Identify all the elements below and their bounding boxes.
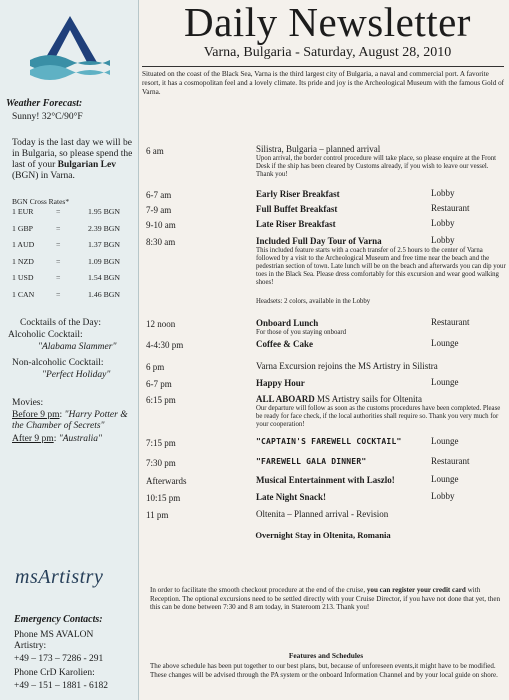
schedule-location: Lounge [431,474,459,484]
schedule-location: Restaurant [431,317,470,327]
schedule-desc: For those of you staying onboard [256,329,347,336]
movie-1-title: "Harry Potter & the Chamber of Secrets" [12,410,128,431]
schedule-time: 8:30 am [146,237,176,247]
schedule-time: 12 noon [146,319,176,329]
schedule-time: 10:15 pm [146,493,181,503]
rate-row [12,207,127,224]
movies-heading: Movies: [12,398,44,408]
contact-1-phone: +49 – 173 – 7286 - 291 [14,654,104,664]
nonalcoholic-value: "Perfect Holiday" [42,370,111,380]
schedule-desc: Upon arrival, the border control procedure will take place, so please enquire at the Front Desk if the ship has been cleared by Customs already, if you wish to leave our vessel. Thank you! [256,155,497,179]
rate-value: 1.09 BGN [88,256,121,266]
schedule-event: "CAPTAIN'S FAREWELL COCKTAIL" [256,437,402,446]
schedule-event: "FAREWELL GALA DINNER" [256,457,367,466]
schedule-time: 9-10 am [146,220,176,230]
rate-value: 1.95 BGN [88,207,121,216]
rate-eq: = [56,223,61,233]
schedule-location: Restaurant [431,456,470,466]
movie-2-time: After 9 pm [12,434,54,444]
movie-1-time: Before 9 pm [12,410,60,420]
schedule-event: Onboard Lunch [256,318,319,328]
alcoholic-label: Alcoholic Cocktail: [8,330,83,340]
schedule-time: 6-7 pm [146,379,172,389]
header-rule [142,66,504,67]
rates-title: BGN Cross Rates* [12,197,70,206]
schedule-time: Afterwards [146,476,187,486]
schedule-time: 6 pm [146,362,165,372]
all-aboard-rest: MS Artistry sails for Oltenita [314,394,423,404]
rate-row [12,273,127,290]
rate-row [12,224,127,241]
rate-row [12,257,127,274]
rate-eq: = [56,207,61,216]
rate-currency: 1 NZD [12,256,34,266]
rate-currency: 1 CAN [12,289,35,299]
schedule-time: 7:30 pm [146,458,176,468]
alcoholic-value: "Alabama Slammer" [38,342,117,352]
schedule-location: Lounge [431,377,459,387]
schedule-event: Early Riser Breakfast [256,189,340,199]
schedule-time: 6 am [146,146,164,156]
schedule-time: 7-9 am [146,205,172,215]
schedule-event: Varna Excursion rejoins the MS Artistry in Silistra [256,361,438,371]
movie-2-title: "Australia" [58,434,103,444]
schedule-location: Lobby [431,235,455,245]
rate-eq: = [56,273,61,283]
movie-2: After 9 pm: "Australia" [12,434,103,444]
schedule-event: Happy Hour [256,378,305,388]
contact-1-name: Phone MS AVALON Artistry: [14,630,94,651]
rate-currency: 1 GBP [12,223,34,233]
contact-2-name: Phone CrD Karolien: [14,668,95,678]
checkout-note-text: In order to facilitate the smooth checkout procedure at the end of the cruise, [150,586,367,594]
weather-value: Sunny! 32°C/90°F [12,112,83,122]
all-aboard-label: ALL ABOARD [256,394,315,404]
currency-note-bold: Bulgarian Lev [57,160,116,170]
schedule-time: 6-7 am [146,190,172,200]
rate-value: 1.54 BGN [88,273,121,283]
schedule-location: Lounge [431,436,459,446]
rate-row [12,240,127,257]
currency-note-end: (BGN) in Varna. [12,171,75,181]
cocktails-heading: Cocktails of the Day: [20,318,101,328]
emergency-heading: Emergency Contacts: [14,614,103,625]
features-note: The above schedule has been put together to our best plans, but, because of unforeseen events,it might have to be modified. These changes will be advised through the PA system or the onboard Information Channel and by your local guide on shore. [150,662,498,679]
rates-table [12,207,127,307]
schedule-desc: This included feature starts with a coach transfer of 2.5 hours to the center of Varna followed by a visit to the Archeological Museum and free time near the beach and the pedestrian section of town. Late lunch will be on the beach and afterwards you can dip your toes in the Black Sea. Please dress comfortably for this excursion and wear good walking shoes! [256,247,506,287]
schedule-time: 11 pm [146,510,169,520]
schedule-location: Lobby [431,188,455,198]
schedule-event: Oltenita – Planned arrival - Revision [256,509,389,519]
nonalcoholic-label: Non-alcoholic Cocktail: [12,358,104,368]
avalon-logo [28,14,112,82]
weather-heading: Weather Forecast: [6,98,83,109]
schedule-event: Full Buffet Breakfast [256,204,338,214]
newsletter-subtitle: Varna, Bulgaria - Saturday, August 28, 2010 [203,45,452,60]
ms-artistry-logo: msArtistry [15,566,104,588]
schedule-location: Restaurant [431,203,470,213]
schedule-desc: Our departure will follow as soon as the customs procedures have been completed. Please be ready for face check, if the local authorities shall require so. Thank you very much for your cooperation! [256,405,501,429]
schedule-event: Late Riser Breakfast [256,219,336,229]
schedule-time: 4-4:30 pm [146,340,184,350]
rate-currency: 1 USD [12,273,34,283]
checkout-note-bold: you can register your credit card [366,586,466,594]
newsletter-title: Daily Newsletter [184,0,471,45]
rate-value: 1.37 BGN [88,240,121,250]
rate-value: 1.46 BGN [88,289,121,299]
schedule-event [256,394,422,404]
rate-row [12,290,127,307]
features-title: Features and Schedules [288,651,364,660]
checkout-note-end: with Reception. The optional excursions need to be settled directly with your Cruise Director, if you have not done that yet, then this can be done between 7:30 and 8 am today, in Stateroom 213. Thank you! [150,586,501,612]
schedule-time: 6:15 pm [146,395,176,405]
rate-currency: 1 EUR [12,207,34,216]
schedule-event: Musical Entertainment with Laszlo! [256,475,395,485]
movie-1: Before 9 pm: "Harry Potter & the Chamber of Secrets" [12,410,128,431]
contact-2-phone: +49 – 151 – 1881 - 6182 [14,681,109,691]
schedule-location: Lobby [431,491,455,501]
schedule-location: Lobby [431,218,455,228]
schedule-desc-headsets: Headsets: 2 colors, available in the Lobby [256,298,371,305]
rate-eq: = [56,256,61,266]
currency-note-text: Today is the last day we will be in Bulgaria, so please spend the last of your [12,138,133,170]
rate-eq: = [56,289,61,299]
sidebar [0,0,139,700]
schedule-event: Coffee & Cake [256,339,313,349]
currency-note [12,138,134,182]
schedule-time: 7:15 pm [146,438,176,448]
schedule-event: Late Night Snack! [256,492,327,502]
overnight-stay: Overnight Stay in Oltenita, Romania [255,530,391,540]
checkout-note [150,586,502,612]
rate-currency: 1 AUD [12,240,35,250]
rate-eq: = [56,240,61,250]
intro-text: Situated on the coast of the Black Sea, Varna is the third largest city of Bulgaria, a naval and commercial port. A favorite resort, it has a cosmopolitan feel and a lovely climate. Its pride and joy is the Archeological Museum with the famous Gold of Varna. [142,70,505,96]
rate-value: 2.39 BGN [88,223,121,233]
schedule-event: Silistra, Bulgaria – planned arrival [256,144,381,154]
schedule-event: Included Full Day Tour of Varna [256,236,382,246]
schedule-location: Lounge [431,338,459,348]
